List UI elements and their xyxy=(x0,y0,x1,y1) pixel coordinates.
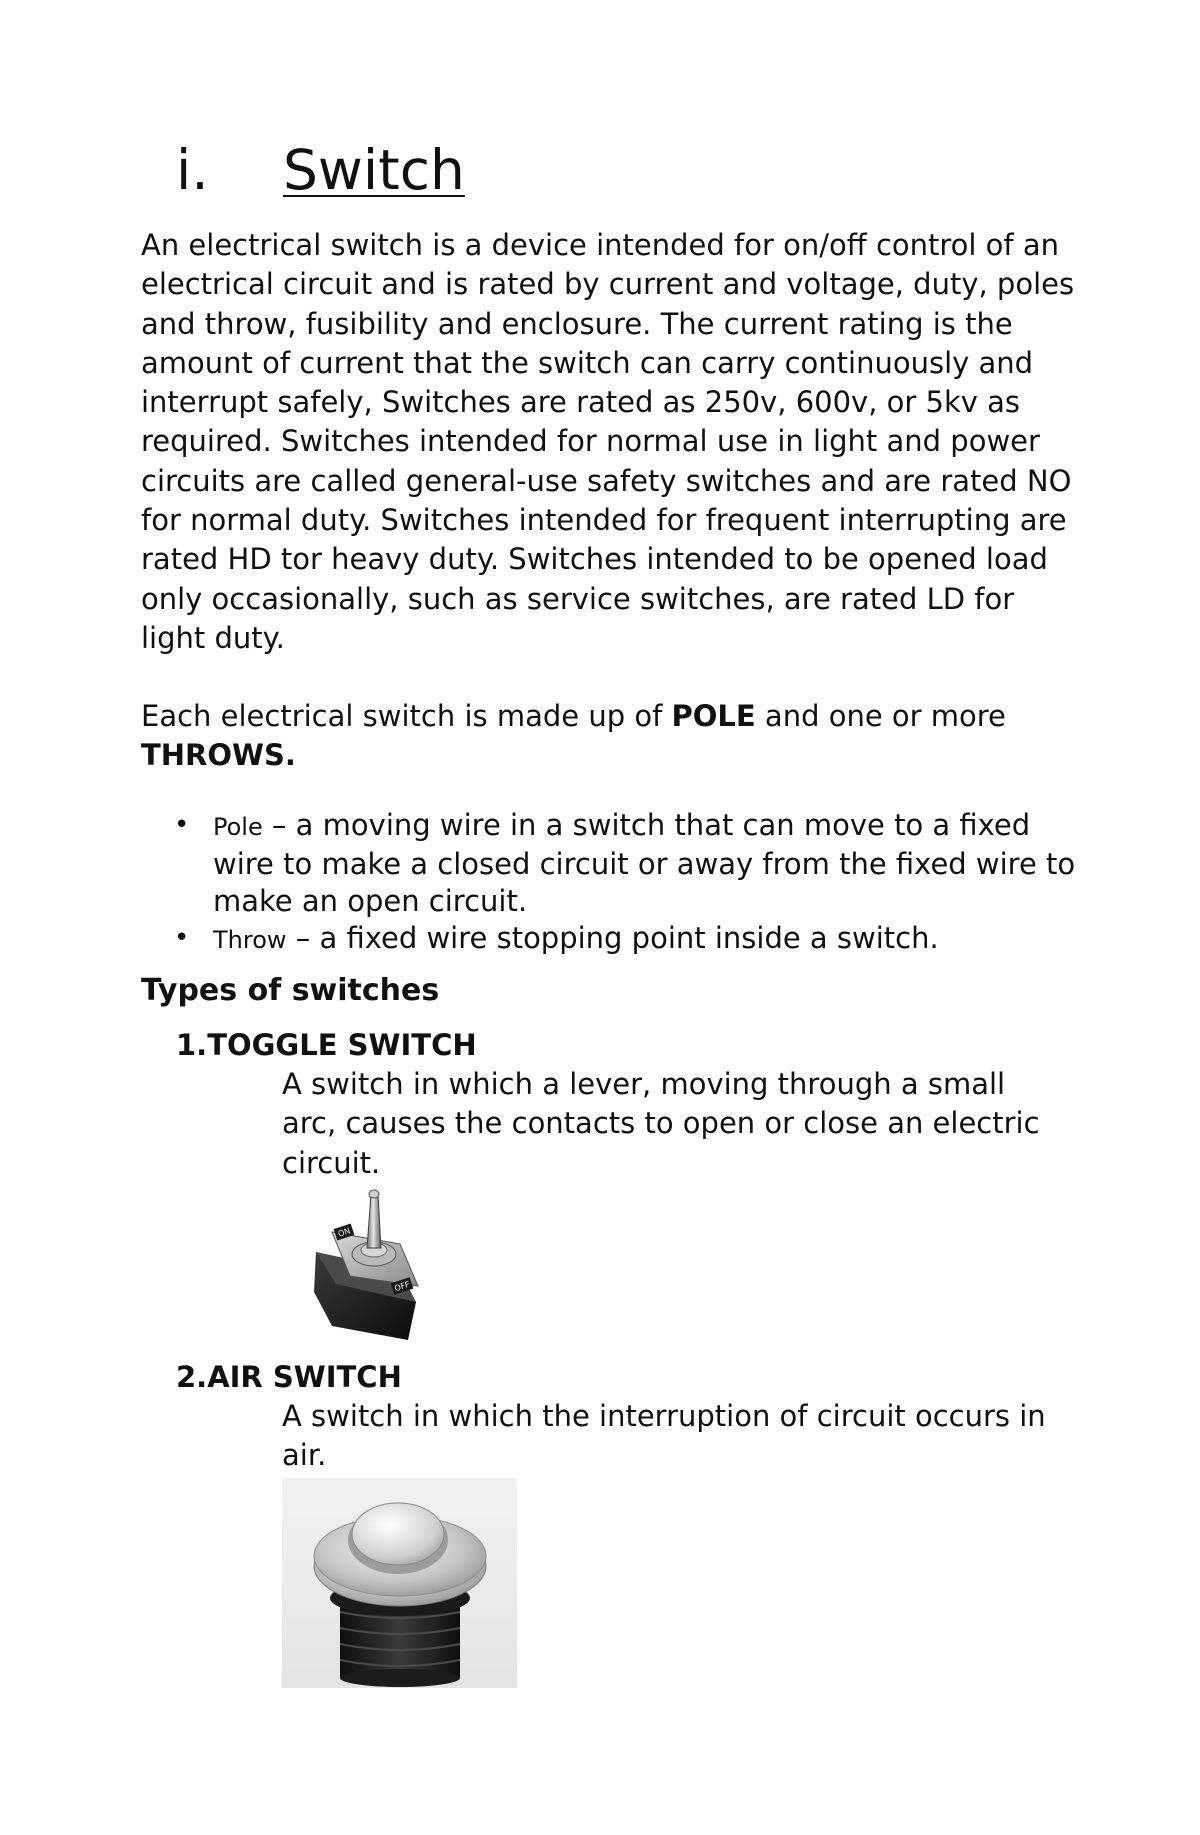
intro-paragraph: An electrical switch is a device intended for on/off control of an electrical circuit and is rated by current and voltage, duty, poles and throw, fusibility and enclosure. The current rating is the amount of current that the switch can carry continuously and interrupt safely, Switches are rated as 250v, 600v, or 5kv as required. Switches intended for normal use in light and power circuits are called general-use safety switches and are rated NO for normal duty. Switches intended for frequent interrupting are rated HD tor heavy duty. Switches intended to be opened load only occasionally, such as service switches, are rated LD for light duty. xyxy=(141,228,1075,655)
definition-item-pole xyxy=(141,807,1081,920)
section-number: i. xyxy=(176,138,209,202)
definition-text: – a fixed wire stopping point inside a switch. xyxy=(286,921,939,955)
air-switch-title: 2.AIR SWITCH xyxy=(176,1360,402,1394)
throws-keyword: THROWS. xyxy=(141,738,296,773)
definitions-list xyxy=(141,807,1081,959)
composition-middle: and one or more xyxy=(755,699,1006,733)
air-switch-image xyxy=(282,1478,517,1688)
definition-item-throw xyxy=(141,920,1081,959)
definition-term: Throw xyxy=(213,926,287,954)
pole-keyword: POLE xyxy=(671,699,756,733)
section-title: Switch xyxy=(283,138,465,202)
composition-prefix: Each electrical switch is made up of xyxy=(141,699,672,733)
definition-text: – a moving wire in a switch that can move to a fixed wire to make a closed circuit or away from the fixed wire to make an open circuit. xyxy=(213,808,1076,918)
types-heading: Types of switches xyxy=(141,973,440,1008)
on-label-text: ON xyxy=(336,1226,352,1239)
definition-term: Pole xyxy=(213,813,263,841)
toggle-switch-title: 1.TOGGLE SWITCH xyxy=(176,1028,477,1062)
section-heading xyxy=(176,136,465,204)
toggle-switch-description: A switch in which a lever, moving through a small arc, causes the contacts to open or close an electric circuit. xyxy=(282,1067,1040,1180)
composition-paragraph xyxy=(141,697,1081,776)
off-label-text: OFF xyxy=(393,1279,411,1294)
toggle-switch-image xyxy=(304,1180,434,1350)
air-switch-description: A switch in which the interruption of circuit occurs in air. xyxy=(282,1399,1046,1473)
